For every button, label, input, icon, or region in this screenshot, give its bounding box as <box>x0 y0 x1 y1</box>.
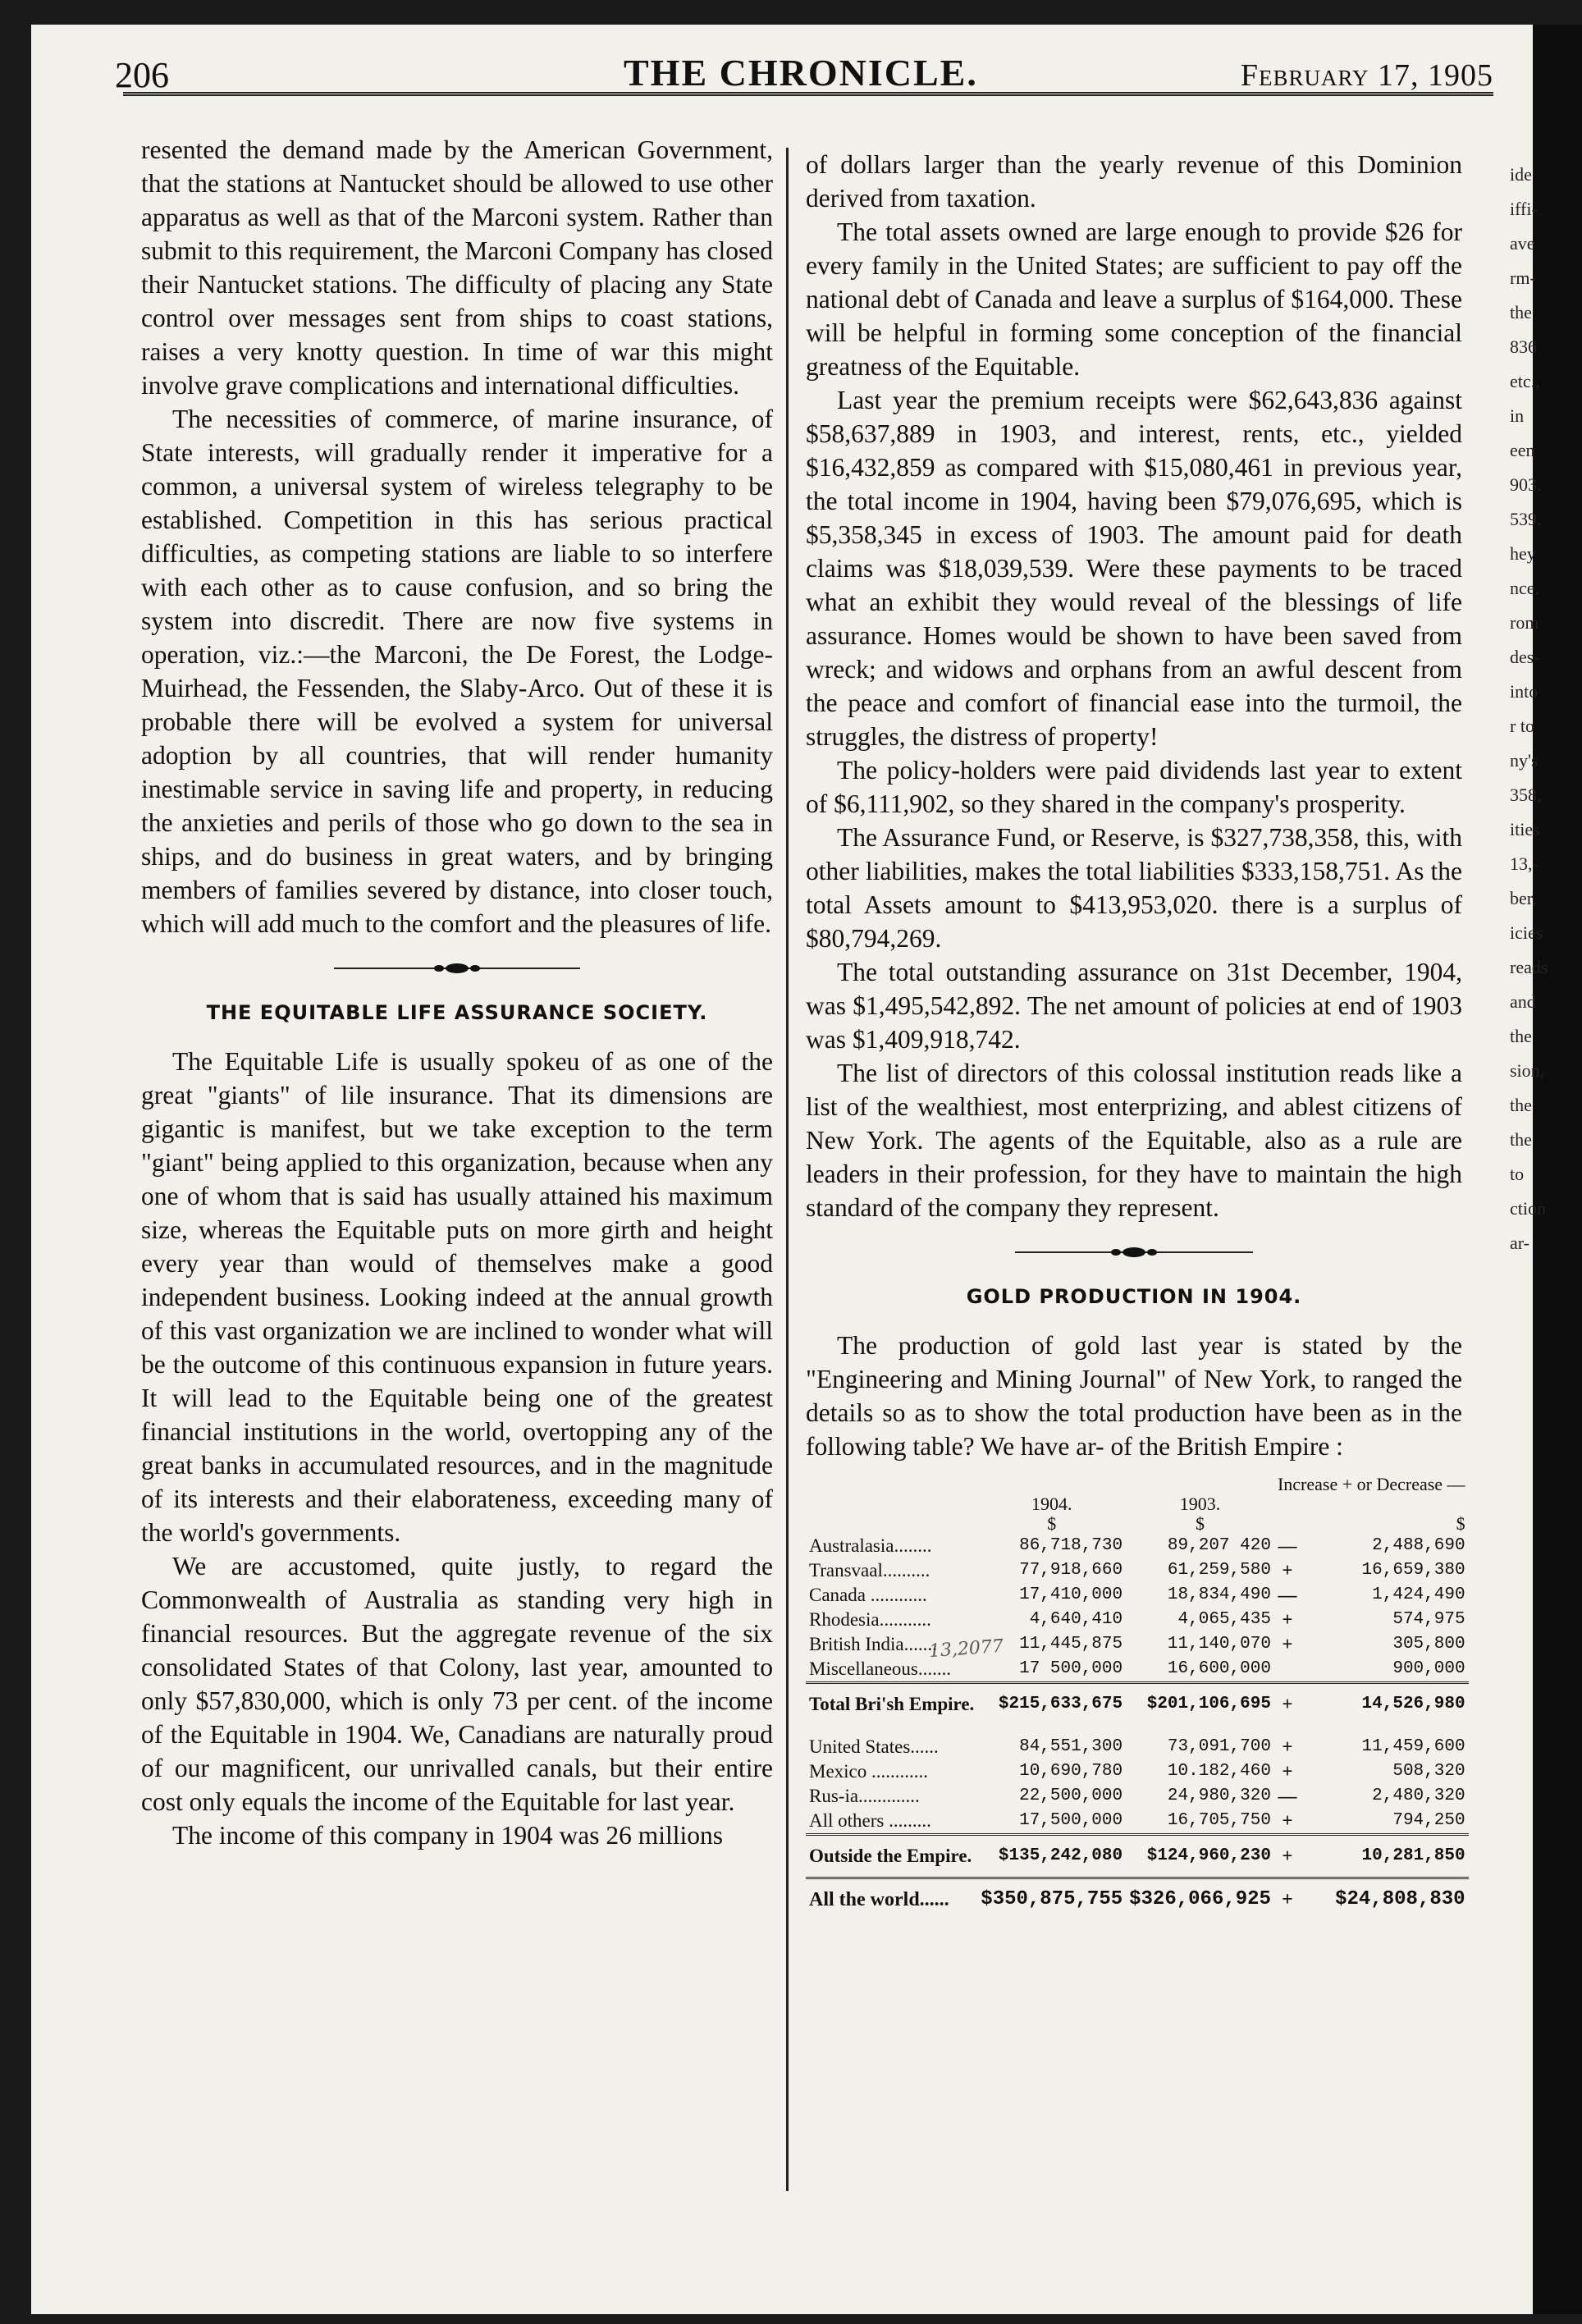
value-1903: 10.182,460 <box>1167 1762 1271 1781</box>
table-header-row <box>806 1494 1469 1514</box>
value-1903: 89,207 420 <box>1167 1536 1271 1555</box>
value-1903: $201,106,695 <box>1126 1683 1274 1726</box>
table-row <box>806 1558 1469 1583</box>
article-paragraph: The production of gold last year is stated by the "Engineering and Mining Journal" of New York, to ranged the details so as to show the total production have been as in the following table? We have ar- of the British Empire : <box>806 1331 1462 1461</box>
value-1903: 61,259,580 <box>1167 1561 1271 1580</box>
change-sign: + <box>1282 1736 1293 1757</box>
column-header-change: Increase + or Decrease — <box>1277 1474 1465 1494</box>
article-paragraph: The Assurance Fund, or Reserve, is $327,738,358, this, with other liabilities, makes the total liabilities $333,158,751. As the total Assets amount to $413,953,020. there is a surplus of $80,794,269. <box>806 823 1462 953</box>
row-label: United States...... <box>809 1736 939 1757</box>
section-title-equitable: THE EQUITABLE LIFE ASSURANCE SOCIETY. <box>206 1001 708 1024</box>
next-column-fragments <box>1510 0 1559 2290</box>
issue-date: February 17, 1905 <box>1240 58 1493 93</box>
row-label: All the world...... <box>806 1878 977 1913</box>
change-sign: — <box>1278 1535 1297 1556</box>
edge-fragment: 903. <box>1510 474 1542 495</box>
value-change: 508,320 <box>1392 1762 1465 1781</box>
value-1904: 84,551,300 <box>1019 1737 1123 1756</box>
change-sign: + <box>1282 1634 1293 1654</box>
row-label: Canada ............ <box>809 1585 927 1605</box>
edge-fragment: hey <box>1510 543 1536 564</box>
row-label: Miscellaneous....... <box>809 1658 952 1679</box>
article-paragraph: We are accustomed, quite justly, to regard the Commonwealth of Australia as standing very high in financial resources. But the aggregate revenue of the six consolidated States of that Colony, last year, amounted to only $57,830,000, which is only 73 per cent. of the income of the Equitable in 1904. We, Canadians are naturally proud of our magnificent, our unrivalled canals, but their entire cost only equals the income of the Equitable for last year. <box>141 1552 773 1816</box>
edge-fragment: iffi- <box>1510 199 1538 219</box>
masthead-title: THE CHRONICLE. <box>624 52 978 94</box>
table-row <box>806 1725 1469 1759</box>
edge-fragment: sion, <box>1510 1060 1545 1081</box>
row-label: Transvaal.......... <box>809 1560 930 1581</box>
column-header-1904: 1904. <box>1031 1494 1072 1514</box>
value-change: 10,281,850 <box>1301 1835 1469 1878</box>
edge-fragment: ave <box>1510 233 1535 254</box>
value-1904: $215,633,675 <box>977 1683 1126 1726</box>
edge-fragment: ities <box>1510 819 1540 839</box>
change-sign: + <box>1282 1560 1293 1581</box>
edge-fragment: the <box>1510 302 1532 323</box>
value-change: 2,488,690 <box>1372 1536 1465 1555</box>
table-row <box>806 1583 1469 1608</box>
article-paragraph: The necessities of commerce, of marine insurance, of State interests, will gradually render it imperative for a common, a universal system of wireless telegraphy to be established. Competition in this has serious practical difficulties, as competing stations are liable to so interfere with each other as to cause confusion, and so bring the system into discredit. There are now five systems in operation, viz.:—the Marconi, the De Forest, the Lodge-Muirhead, the Fessenden, the Slaby-Arco. Out of these it is probable there will be evolved a system for universal adoption by all countries, that will render humanity inestimable service in saving life and property, in reducing the anxieties and perils of those who go down to the sea in ships, and do business in great waters, and by bringing members of families severed by distance, into closer touch, which will add much to the comfort and the pleasures of life. <box>141 405 773 938</box>
value-1904: 86,718,730 <box>1019 1536 1123 1555</box>
ornament-divider-icon <box>1015 1246 1253 1259</box>
change-sign: + <box>1282 1761 1293 1782</box>
dollar-unit: $ <box>1047 1513 1057 1534</box>
dollar-unit: $ <box>1196 1513 1205 1534</box>
article-paragraph: The total outstanding assurance on 31st December, 1904, was $1,495,542,892. The net amount of policies at end of 1903 was $1,409,918,742. <box>806 958 1462 1054</box>
value-1904: $350,875,755 <box>977 1878 1126 1913</box>
table-row-outside-total <box>806 1835 1469 1878</box>
row-label: All others ......... <box>809 1810 931 1831</box>
value-change: 1,424,490 <box>1372 1585 1465 1604</box>
edge-fragment: ide <box>1510 164 1532 185</box>
edge-fragment: to <box>1510 1164 1525 1184</box>
table-row <box>806 1657 1469 1683</box>
value-1904: 17 500,000 <box>1019 1659 1123 1678</box>
value-change: 14,526,980 <box>1301 1683 1469 1726</box>
handwritten-note: 13,2077 <box>928 1635 1004 1663</box>
change-sign: + <box>1274 1683 1301 1726</box>
value-1904: $135,242,080 <box>977 1835 1126 1878</box>
article-paragraph: The Equitable Life is usually spokeu of as one of the great "giants" of lile insurance. That its dimensions are gigantic is manifest, but we take exception to the term "giant" being applied to this organization, because when any one of whom that is said has usually attained his maximum size, whereas the Equitable puts on more girth and height every year than would of themselves make a good independent business. Looking indeed at the annual growth of this vast organization we are inclined to wonder what will be the outcome of this continuous expansion in future years. It will lead to the Equitable being one of the greatest financial institutions in the world, overtopping any of the great banks in accumulated resources, and in the magnitude of its interests and their elaborateness, exceeding many of the world's governments. <box>141 1047 773 1547</box>
section-title-gold: GOLD PRODUCTION IN 1904. <box>966 1285 1302 1308</box>
value-1904: 11,445,875 <box>1019 1635 1123 1654</box>
page-number: 206 <box>115 55 169 95</box>
edge-fragment: ction <box>1510 1198 1546 1219</box>
ornament-divider-icon <box>334 962 580 975</box>
value-1904: 77,918,660 <box>1019 1561 1123 1580</box>
edge-fragment: 539. <box>1510 509 1542 529</box>
edge-fragment: ny's <box>1510 750 1539 771</box>
edge-fragment: nce. <box>1510 578 1540 598</box>
value-1903: 16,600,000 <box>1167 1659 1271 1678</box>
row-label: Total Bri'sh Empire. <box>806 1683 977 1726</box>
table-row <box>806 1632 1469 1657</box>
article-paragraph: Last year the premium receipts were $62,643,836 against $58,637,889 in 1903, and interest, rents, etc., yielded $16,432,859 as compared with $15,080,461 in previous year, the total income in 1904, having been $79,076,695, which is $5,358,345 in excess of 1903. The amount paid for death claims was $18,039,539. Were these payments to be traced what an exhibit they would reveal of the blessings of life assurance. Homes would be shown to have been saved from wreck; and widows and orphans from an awful descent from the peace and comfort of financial ease into the turmoil, the struggles, the distress of property! <box>806 386 1462 751</box>
row-label: Australasia........ <box>809 1535 932 1556</box>
edge-fragment: icies <box>1510 922 1543 943</box>
row-label: Outside the Empire. <box>806 1835 977 1878</box>
value-change: 2,480,320 <box>1372 1786 1465 1805</box>
edge-fragment: een <box>1510 440 1535 460</box>
value-1904: 10,690,780 <box>1019 1762 1123 1781</box>
change-sign: + <box>1274 1878 1301 1913</box>
edge-fragment: into <box>1510 681 1539 702</box>
edge-fragment: and <box>1510 991 1536 1012</box>
table-row <box>806 1809 1469 1835</box>
edge-fragment: reads <box>1510 957 1548 977</box>
value-change: 900,000 <box>1392 1659 1465 1678</box>
value-1904: 17,410,000 <box>1019 1585 1123 1604</box>
column-header-1903: 1903. <box>1179 1494 1221 1514</box>
article-paragraph: The income of this company in 1904 was 26 millions <box>172 1821 724 1850</box>
dollar-unit: $ <box>1456 1513 1465 1534</box>
gold-production-table <box>806 1475 1469 1912</box>
article-paragraph: The list of directors of this colossal institution reads like a list of the wealthiest, most enterprizing, and ablest citizens of New York. The agents of the Equitable, also as a rule are leaders in their profession, for they have to maintain the high standard of the company they represent. <box>806 1059 1462 1222</box>
edge-fragment: des- <box>1510 647 1540 667</box>
table-header-row <box>806 1514 1469 1534</box>
row-label: British India....... <box>809 1634 937 1654</box>
row-label: Mexico ............ <box>809 1761 929 1782</box>
value-change: 11,459,600 <box>1361 1737 1465 1756</box>
value-1903: 18,834,490 <box>1167 1585 1271 1604</box>
left-column <box>141 133 773 1852</box>
value-1904: 22,500,000 <box>1019 1786 1123 1805</box>
value-1904: 17,500,000 <box>1019 1811 1123 1830</box>
value-change: 574,975 <box>1392 1610 1465 1629</box>
change-sign: — <box>1278 1585 1297 1605</box>
article-paragraph: The policy-holders were paid dividends last year to extent of $6,111,902, so they shared in the company's prosperity. <box>806 756 1462 818</box>
table-header-row <box>806 1475 1469 1494</box>
change-sign: + <box>1274 1835 1301 1878</box>
value-1903: $326,066,925 <box>1126 1878 1274 1913</box>
table-row <box>806 1784 1469 1809</box>
value-1903: 11,140,070 <box>1167 1635 1271 1654</box>
value-change: 16,659,380 <box>1361 1561 1465 1580</box>
edge-fragment: 13,- <box>1510 853 1539 874</box>
edge-fragment: 358, <box>1510 785 1542 805</box>
table-row <box>806 1534 1469 1558</box>
row-label: Rus-ia............. <box>809 1786 920 1806</box>
value-change: 305,800 <box>1392 1635 1465 1654</box>
edge-fragment: etc., <box>1510 371 1540 391</box>
table-row-world-total <box>806 1878 1469 1913</box>
edge-fragment: ar- <box>1510 1233 1529 1253</box>
value-1903: $124,960,230 <box>1126 1835 1274 1878</box>
edge-fragment: in <box>1510 405 1525 426</box>
table-row <box>806 1608 1469 1632</box>
edge-fragment: the <box>1510 1129 1532 1150</box>
value-1903: 73,091,700 <box>1167 1737 1271 1756</box>
edge-fragment: rm- <box>1510 268 1536 288</box>
table-row-empire-total <box>806 1683 1469 1726</box>
edge-fragment: r to <box>1510 716 1534 736</box>
change-sign: — <box>1278 1786 1297 1806</box>
value-1903: 16,705,750 <box>1167 1811 1271 1830</box>
column-divider <box>786 148 789 2191</box>
table-row <box>806 1759 1469 1784</box>
change-sign <box>1274 1657 1301 1683</box>
article-paragraph: resented the demand made by the American Government, that the stations at Nantucket should be allowed to use other apparatus as well as that of the Marconi system. Rather than submit to this requirement, the Marconi Company has closed their Nantucket stations. The difficulty of placing any State control over messages sent from ships to coast stations, raises a very knotty question. In time of war this might involve grave complications and international difficulties. <box>141 135 773 400</box>
edge-fragment: 836 <box>1510 336 1537 357</box>
article-paragraph: The total assets owned are large enough to provide $26 for every family in the United States; are sufficient to pay off the national debt of Canada and leave a surplus of $164,000. These will be helpful in forming some conception of the financial greatness of the Equitable. <box>806 217 1462 381</box>
header-rule <box>123 92 1493 96</box>
edge-fragment: ber, <box>1510 888 1537 908</box>
value-1903: 4,065,435 <box>1177 1610 1271 1629</box>
edge-fragment: the <box>1510 1095 1532 1115</box>
change-sign: + <box>1282 1609 1293 1630</box>
edge-fragment: the <box>1510 1026 1532 1046</box>
value-change: $24,808,830 <box>1301 1878 1469 1913</box>
article-paragraph: of dollars larger than the yearly revenue of this Dominion derived from taxation. <box>806 150 1462 213</box>
change-sign: + <box>1282 1810 1293 1831</box>
value-change: 794,250 <box>1392 1811 1465 1830</box>
value-1903: 24,980,320 <box>1167 1786 1271 1805</box>
row-label: Rhodesia........... <box>809 1609 931 1630</box>
right-column <box>806 148 1465 1912</box>
value-1904: 4,640,410 <box>1029 1610 1123 1629</box>
edge-fragment: rom <box>1510 612 1539 633</box>
